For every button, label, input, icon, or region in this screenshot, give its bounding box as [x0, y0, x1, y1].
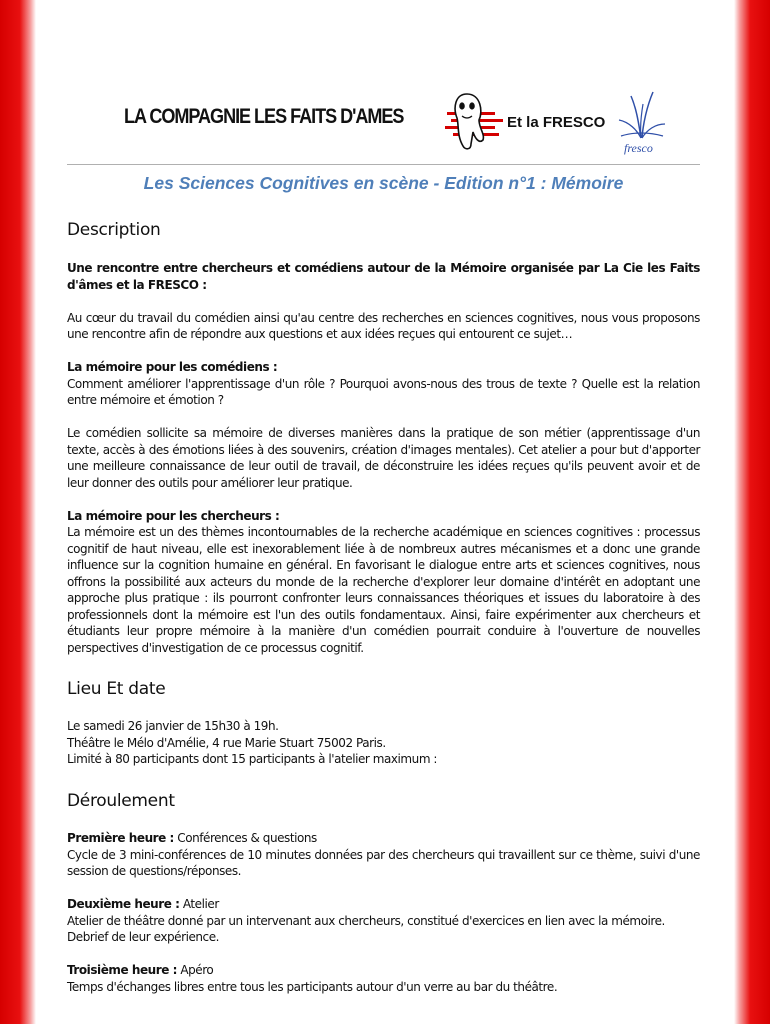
partner-text: Et la FRESCO	[507, 114, 606, 131]
lieu-line-capacity: Limité à 80 participants dont 15 participants à l'atelier maximum :	[67, 752, 438, 766]
intro-text: Au cœur du travail du comédien ainsi qu'au centre des recherches en sciences cognitives, nous vous proposons une rencontre afin de répondre aux questions et aux idées reçues qui entourent ce sujet…	[67, 310, 700, 341]
red-border-right	[734, 0, 770, 1024]
header-logos	[67, 84, 700, 164]
page-title: Les Sciences Cognitives en scène - Edition n°1 : Mémoire	[143, 173, 624, 193]
lieu-line-date: Le samedi 26 janvier de 15h30 à 19h.	[67, 719, 279, 733]
hour-1-title	[67, 830, 700, 847]
section-heading-deroulement: Déroulement	[67, 791, 175, 811]
hour-3-name: Apéro	[176, 963, 214, 977]
document-page	[67, 0, 700, 1024]
hour-1-name: Conférences & questions	[173, 831, 317, 845]
mascot-icon	[445, 88, 505, 152]
description-block	[67, 260, 700, 656]
lieu-block	[67, 718, 700, 768]
hour-1-label: Première heure :	[67, 831, 174, 845]
hour-3-title	[67, 962, 700, 979]
chercheurs-text: La mémoire est un des thèmes incontournables de la recherche académique en sciences cognitives : processus cognitif de haut niveau, elle est inexorablement liée à de nombreux autres mécanismes et a donc une grande influence sur la cognition humaine en général. En favorisant le dialogue entre arts et sciences cognitives, nous offrons la possibilité aux acteurs du monde de la recherche d'explorer leur domaine d'intérêt en adoptant une approche plus pratique : ils pourront confronter leurs connaissances théoriques et issues du laboratoire à des professionnels dont la mémoire est l'un des outils fondamentaux. Ainsi, faire expérimenter aux chercheurs et étudiants leur propre mémoire à la manière d'un comédien pourrait conduire à l'ouverture de nouvelles perspectives d'investigation de ce processus cognitif.	[67, 525, 700, 655]
hour-2-text: Atelier de théâtre donné par un intervenant aux chercheurs, constitué d'exercices en lien avec la mémoire.	[67, 913, 665, 928]
section-heading-lieu: Lieu Et date	[67, 679, 166, 699]
hour-1-text: Cycle de 3 mini-conférences de 10 minutes données par des chercheurs qui travaillent sur ce thème, suivi d'une session de questions/réponses.	[67, 847, 700, 878]
section-heading-description: Description	[67, 220, 161, 240]
company-logo-text: LA COMPAGNIE LES FAITS D'AMES	[124, 105, 404, 128]
chercheurs-label: La mémoire pour les chercheurs :	[67, 508, 280, 523]
header-divider	[67, 164, 700, 165]
hour-3-label: Troisième heure :	[67, 963, 177, 977]
red-border-left	[0, 0, 36, 1024]
fresco-logo-text: fresco	[624, 141, 653, 155]
comediens-questions: Comment améliorer l'apprentissage d'un rôle ? Pourquoi avons-nous des trous de texte ? Quelle est la relation entre mémoire et émotion ?	[67, 376, 700, 407]
hour-2-title	[67, 896, 700, 913]
lieu-line-address: Théâtre le Mélo d'Amélie, 4 rue Marie Stuart 75002 Paris.	[67, 735, 386, 750]
intro-bold: Une rencontre entre chercheurs et comédiens autour de la Mémoire organisée par La Cie les Faits d'âmes et la FRESCO :	[67, 261, 700, 292]
comediens-label: La mémoire pour les comédiens :	[67, 360, 278, 374]
hour-2-name: Atelier	[179, 897, 219, 911]
hour-2-debrief: Debrief de leur expérience.	[67, 930, 219, 944]
comediens-text: Le comédien sollicite sa mémoire de diverses manières dans la pratique de son métier (apprentissage d'un texte, accès à des émotions liées à des souvenirs, création d'images mentales). Cet atelier a pour but d'apporter une meilleure connaissance de leur outil de travail, de déconstruire les idées reçues qu'ils peuvent avoir et de leur donner des outils pour améliorer leur pratique.	[67, 426, 700, 490]
hour-3-text: Temps d'échanges libres entre tous les participants autour d'un verre au bar du théâtre.	[67, 979, 558, 994]
hour-2-label: Deuxième heure :	[67, 897, 180, 911]
deroulement-block	[67, 830, 700, 995]
